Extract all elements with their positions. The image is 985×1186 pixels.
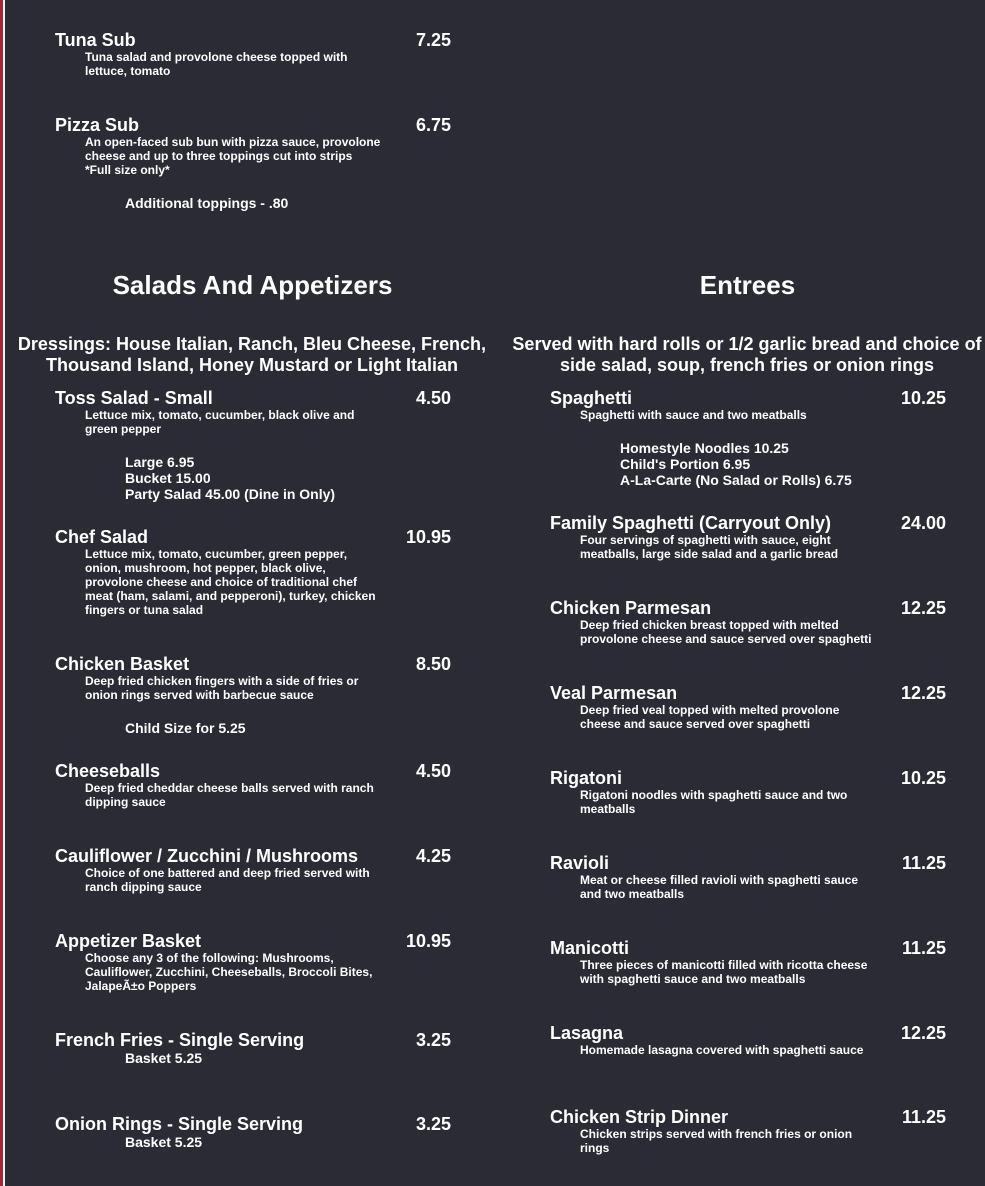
item-extra-option: Bucket 15.00 [125,470,211,486]
section-note-dressings: Dressings: House Italian, Ranch, Bleu Cheese, French, Thousand Island, Honey Mustard or Light Italian [17,334,487,375]
section-note-entree-sides: Served with hard rolls or 1/2 garlic bread and choice of side salad, soup, french fries or onion rings [512,334,982,375]
item-name: Manicotti [550,938,629,958]
item-extra-option: Homestyle Noodles 10.25 [620,440,789,456]
item-price: 10.95 [405,931,451,951]
item-name: Ravioli [550,853,610,873]
item-extra-option: Basket 5.25 [125,1134,203,1150]
menu-item-french-fries [55,1030,455,1080]
item-description: Spaghetti with sauce and two meatballs [580,408,807,422]
item-description: Choose any 3 of the following: Mushrooms, Cauliflower, Zucchini, Cheeseballs, Broccoli Bites, JalapeÃ±o Poppers [85,951,373,993]
item-price: 3.25 [415,1114,451,1134]
item-extra-option: Party Salad 45.00 (Dine in Only) [125,486,336,502]
menu-item-rigatoni [550,768,950,828]
menu-item-veal-parmesan [550,683,950,743]
item-extra-option: Child's Portion 6.95 [620,456,751,472]
item-price: 12.25 [900,598,946,618]
section-title-entrees: Entrees [699,270,796,300]
menu-item-lasagna [550,1023,950,1073]
item-name: Cauliflower / Zucchini / Mushrooms [55,846,359,866]
item-extra-option: Additional toppings - .80 [125,195,289,211]
item-name: Family Spaghetti (Carryout Only) [550,513,832,533]
item-description: Lettuce mix, tomato, cucumber, green pepper, onion, mushroom, hot pepper, black olive, provolone cheese and choice of traditional chef meat (ham, salami, and pepperoni), turkey, chicken fingers or tuna salad [85,547,376,617]
item-description: Four servings of spaghetti with sauce, eight meatballs, large side salad and a garlic bread [580,533,839,561]
item-name: Appetizer Basket [55,931,202,951]
item-description: Homemade lasagna covered with spaghetti sauce [580,1043,864,1057]
section-title-salads: Salads And Appetizers [112,270,393,300]
menu-item-onion-rings [55,1114,455,1164]
item-description: Three pieces of manicotti filled with ricotta cheese with spaghetti sauce and two meatballs [580,958,868,986]
menu-item-spaghetti [550,388,950,493]
item-price: 12.25 [900,683,946,703]
left-border-edge [3,0,5,1186]
item-name: Tuna Sub [55,30,136,50]
item-price: 3.25 [415,1030,451,1050]
item-price: 10.25 [900,388,946,408]
menu-item-chicken-basket [55,654,455,744]
item-price: 12.25 [900,1023,946,1043]
item-description: Lettuce mix, tomato, cucumber, black olive and green pepper [85,408,355,436]
item-note: *Full size only* [85,163,170,177]
item-extra-option: Large 6.95 [125,454,195,470]
item-price: 11.25 [901,853,946,873]
item-description: Deep fried chicken fingers with a side of fries or onion rings served with barbecue sauce [85,674,359,702]
item-name: Veal Parmesan [550,683,678,703]
item-price: 10.95 [405,527,451,547]
item-extra-option: A-La-Carte (No Salad or Rolls) 6.75 [620,472,852,488]
item-price: 24.00 [900,513,946,533]
menu-item-toss-salad [55,388,455,508]
menu-item-chicken-strip-dinner [550,1107,950,1167]
item-price: 11.25 [901,1107,946,1127]
item-description: Deep fried veal topped with melted provolone cheese and sauce served over spaghetti [580,703,840,731]
item-name: Toss Salad - Small [55,388,213,408]
item-price: 11.25 [901,938,946,958]
item-description [85,135,390,177]
item-description: Deep fried chicken breast topped with melted provolone cheese and sauce served over spaghetti [580,618,872,646]
item-name: Cheeseballs [55,761,161,781]
menu-item-chef-salad [55,527,455,627]
item-extra-option: Basket 5.25 [125,1050,203,1066]
item-description: Deep fried cheddar cheese balls served with ranch dipping sauce [85,781,374,809]
item-description: Meat or cheese filled ravioli with spaghetti sauce and two meatballs [580,873,859,901]
menu-item-appetizer-basket [55,931,455,1001]
item-price: 4.50 [415,388,451,408]
item-name: Chef Salad [55,527,149,547]
menu-item-cauliflower-zucchini-mushrooms [55,846,455,906]
item-price: 4.25 [415,846,451,866]
item-description: Tuna salad and provolone cheese topped with lettuce, tomato [85,50,348,78]
menu-item-tuna-sub [55,30,455,90]
item-description-text: An open-faced sub bun with pizza sauce, provolone cheese and up to three toppings cut into strips [85,135,381,163]
item-price: 6.75 [415,115,451,135]
item-name: Rigatoni [550,768,622,788]
item-price: 7.25 [415,30,451,50]
menu-item-chicken-parmesan [550,598,950,658]
menu-item-cheeseballs [55,761,455,821]
item-name: Chicken Parmesan [550,598,712,618]
menu-item-family-spaghetti [550,513,950,573]
item-description: Rigatoni noodles with spaghetti sauce and two meatballs [580,788,848,816]
item-price: 8.50 [415,654,451,674]
item-name: Spaghetti [550,388,633,408]
menu-item-manicotti [550,938,950,998]
item-name: Onion Rings - Single Serving [55,1114,304,1134]
item-price: 4.50 [415,761,451,781]
item-description: Choice of one battered and deep fried served with ranch dipping sauce [85,866,370,894]
item-name: Chicken Strip Dinner [550,1107,729,1127]
item-name: Lasagna [550,1023,624,1043]
item-description: Chicken strips served with french fries or onion rings [580,1127,853,1155]
menu-item-pizza-sub [55,115,455,225]
item-price: 10.25 [900,768,946,788]
item-name: Chicken Basket [55,654,190,674]
item-extra-option: Child Size for 5.25 [125,720,246,736]
item-name: Pizza Sub [55,115,140,135]
menu-item-ravioli [550,853,950,913]
item-name: French Fries - Single Serving [55,1030,305,1050]
